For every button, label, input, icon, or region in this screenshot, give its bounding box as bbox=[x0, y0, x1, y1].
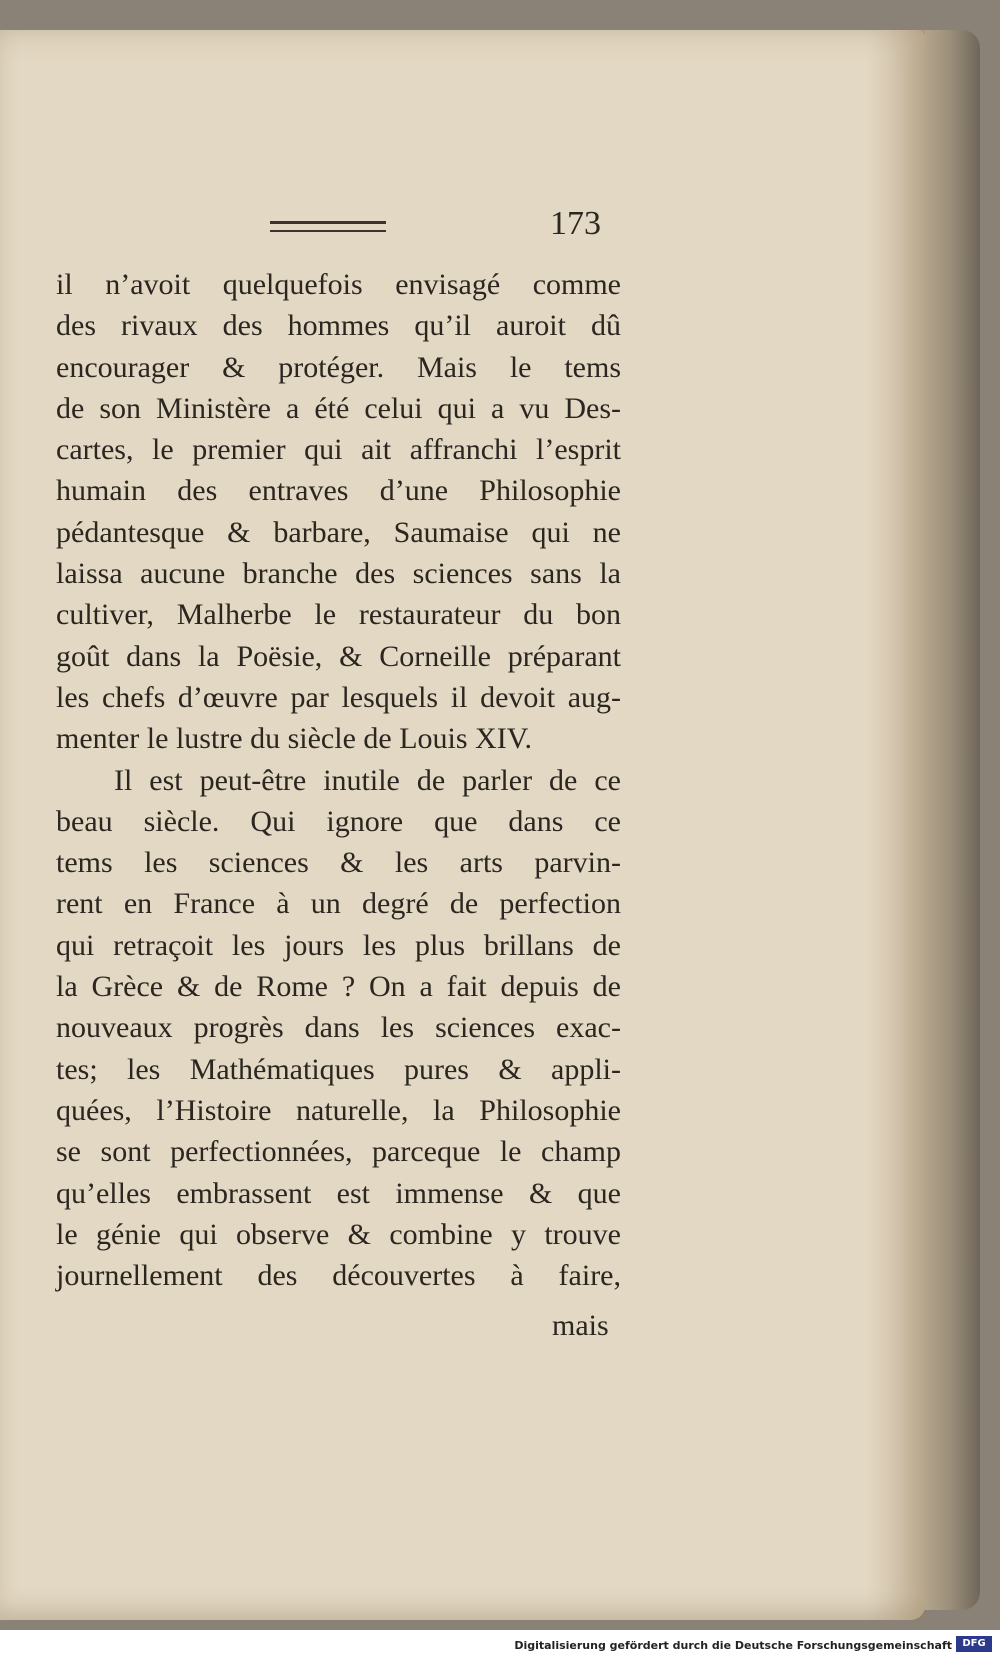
text-line: beau siècle. Qui ignore que dans ce bbox=[56, 804, 621, 838]
text-line: les chefs d’œuvre par lesquels il devoit aug- bbox=[56, 680, 621, 714]
text-line: laissa aucune branche des sciences sans la bbox=[56, 557, 621, 591]
text-line: cartes, le premier qui ait affranchi l’esprit bbox=[56, 433, 621, 467]
text-line: nouveaux progrès dans les sciences exac- bbox=[56, 1011, 621, 1045]
text-line: journellement des découvertes à faire, bbox=[56, 1259, 621, 1293]
page-number: 173 bbox=[550, 205, 601, 242]
catchword: mais bbox=[552, 1309, 609, 1342]
text-line: de son Ministère a été celui qui a vu Des- bbox=[56, 391, 621, 425]
header-rule bbox=[270, 221, 386, 232]
body-text bbox=[56, 264, 621, 1296]
text-line: quées, l’Histoire naturelle, la Philosophie bbox=[56, 1093, 621, 1127]
text-line: le génie qui observe & combine y trouve bbox=[56, 1217, 621, 1251]
text-line: qu’elles embrassent est immense & que bbox=[56, 1176, 621, 1210]
dfg-logo: DFG bbox=[956, 1636, 992, 1652]
text-line: Il est peut-être inutile de parler de ce bbox=[114, 763, 621, 797]
text-line: humain des entraves d’une Philosophie bbox=[56, 474, 621, 508]
text-line: goût dans la Poësie, & Corneille préparant bbox=[56, 639, 621, 673]
text-line: tes; les Mathématiques pures & appli- bbox=[56, 1052, 621, 1086]
text-line: des rivaux des hommes qu’il auroit dû bbox=[56, 309, 621, 343]
text-line: se sont perfectionnées, parceque le champ bbox=[56, 1135, 621, 1169]
text-line: menter le lustre du siècle de Louis XIV. bbox=[56, 722, 532, 756]
text-line: qui retraçoit les jours les plus brillans de bbox=[56, 928, 621, 962]
footer-credit: Digitalisierung gefördert durch die Deutsche Forschungsgemeinschaft bbox=[514, 1639, 952, 1652]
text-line: la Grèce & de Rome ? On a fait depuis de bbox=[56, 970, 621, 1004]
text-line: il n’avoit quelquefois envisagé comme bbox=[56, 268, 621, 301]
text-line: pédantesque & barbare, Saumaise qui ne bbox=[56, 515, 621, 549]
text-line: rent en France à un degré de perfection bbox=[56, 887, 621, 921]
page-stain bbox=[865, 30, 925, 1620]
text-line: encourager & protéger. Mais le tems bbox=[56, 350, 621, 384]
text-line: tems les sciences & les arts parvin- bbox=[56, 846, 621, 880]
text-line: cultiver, Malherbe le restaurateur du bon bbox=[56, 598, 621, 632]
